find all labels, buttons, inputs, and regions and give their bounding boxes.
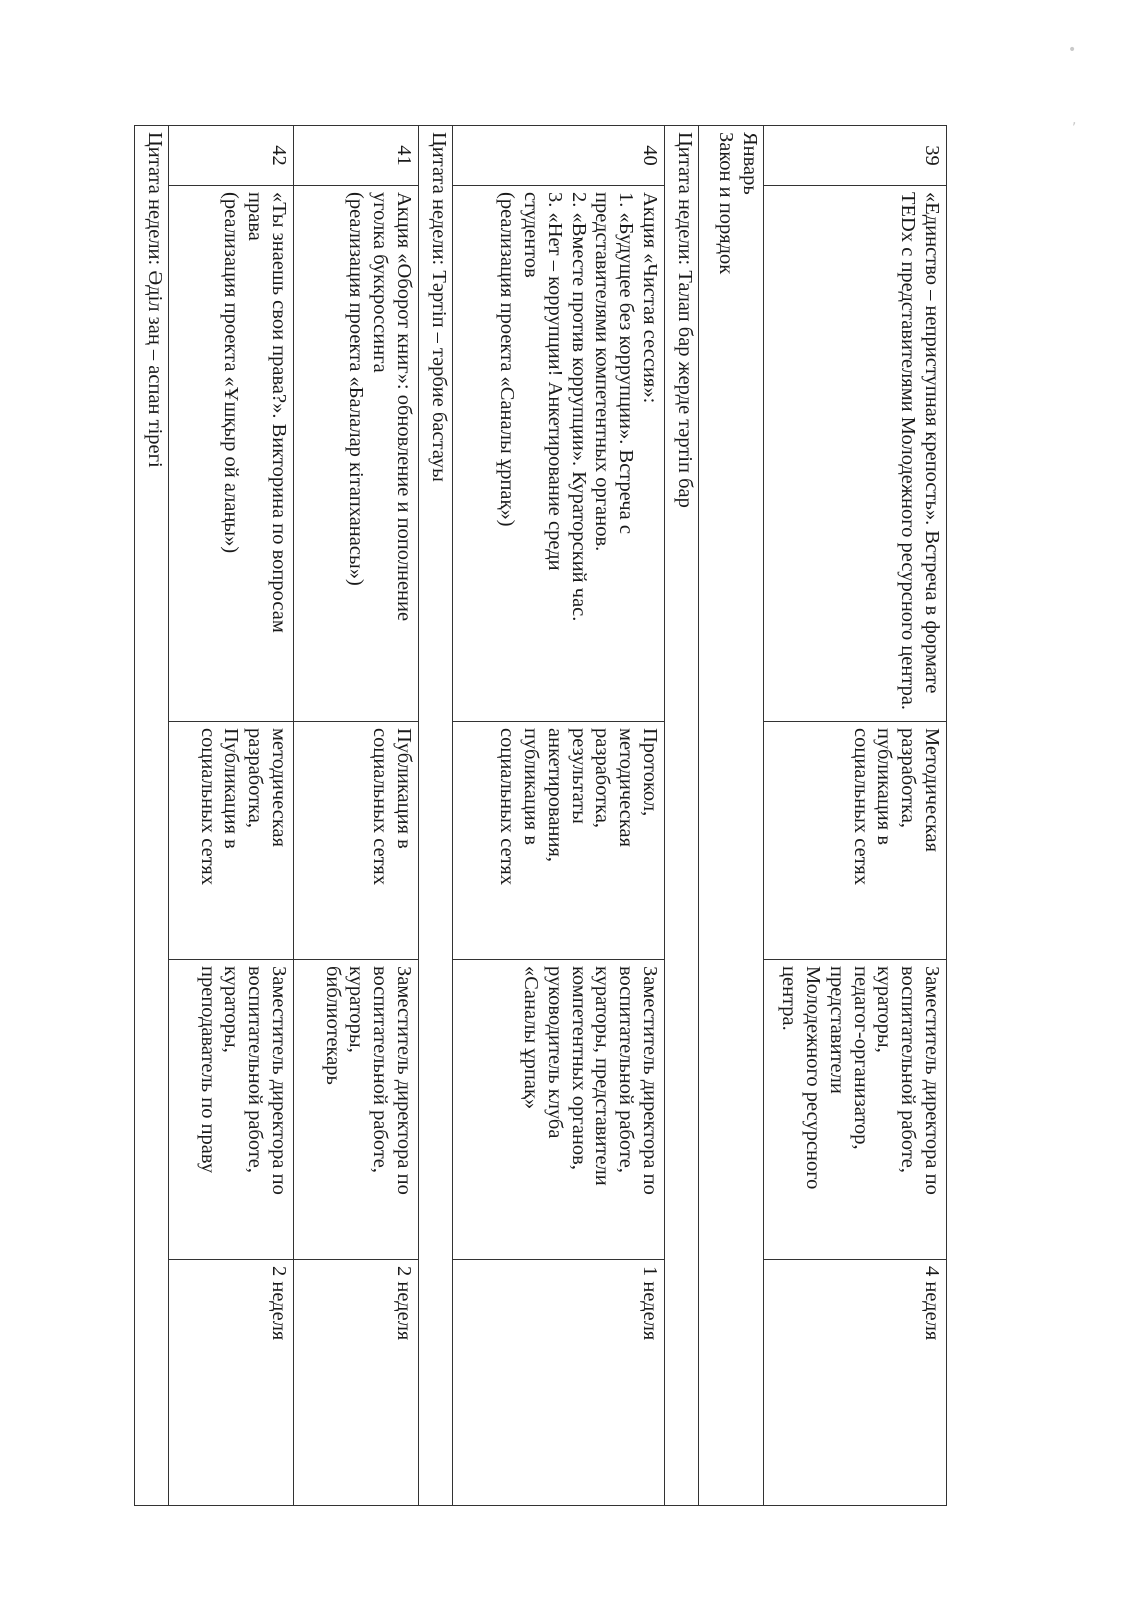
row-number: 42: [169, 126, 294, 186]
form-line: социальных сетях: [369, 728, 392, 886]
responsible-cell: [453, 960, 665, 1260]
event-line: представителями компетентных органов.: [591, 192, 614, 552]
quote-row: [419, 126, 453, 1506]
quote-row: [135, 126, 169, 1506]
theme-label: Закон и порядок: [715, 132, 738, 275]
responsible-line: Заместитель директора по: [393, 966, 415, 1195]
responsible-line: библиотекарь: [321, 966, 344, 1085]
responsible-line: воспитательной работе,: [244, 966, 267, 1174]
event-line: студентов: [520, 192, 543, 278]
table-row-40: [453, 126, 665, 1506]
events-table: [134, 125, 947, 1506]
responsible-line: представители: [825, 966, 848, 1094]
event-cell: [294, 186, 419, 722]
quote-of-week: Цитата недели: Әділ заң – аспан тірегі: [135, 126, 169, 1506]
responsible-cell: [294, 960, 419, 1260]
responsible-line: педагог-организатор,: [849, 966, 872, 1150]
row-number: 40: [453, 126, 665, 186]
event-line: (реализация проекта «Саналы ұрпақ»): [496, 192, 519, 527]
form-line: методическая: [268, 728, 290, 848]
responsible-line: кураторы, представители: [591, 966, 614, 1186]
form-line: разработка,: [591, 728, 614, 829]
form-cell: [453, 722, 665, 960]
event-line: права: [244, 192, 267, 241]
event-line: 3. «Нет – коррупции! Анкетирование среди: [543, 192, 566, 571]
responsible-cell: [764, 960, 947, 1260]
responsible-line: центра.: [778, 966, 801, 1031]
form-cell: [169, 722, 294, 960]
responsible-line: руководитель клуба: [543, 966, 566, 1139]
form-line: публикация в: [520, 728, 543, 845]
scan-speck: ,: [1072, 112, 1077, 128]
quote-row: [665, 126, 699, 1506]
event-line: (реализация проекта «Балалар кітапханасы»): [345, 192, 368, 586]
section-header: [699, 126, 764, 1506]
scan-speck: •: [1068, 42, 1077, 58]
event-cell: [764, 186, 947, 722]
table-row-39: [764, 126, 947, 1506]
responsible-line: кураторы,: [220, 966, 243, 1053]
form-line: Публикация в: [220, 728, 243, 849]
event-line: Акция «Оборот книг»: обновление и пополнение: [393, 192, 415, 622]
quote-of-week: Цитата недели: Тәртіп – тәрбие бастауы: [419, 126, 453, 1506]
form-line: Публикация в: [393, 728, 415, 849]
event-line: 2. «Вместе против коррупции». Кураторский час.: [567, 192, 590, 622]
responsible-line: компетентных органов,: [567, 966, 590, 1170]
form-line: анкетирования,: [543, 728, 566, 863]
form-line: социальных сетях: [496, 728, 519, 886]
date-cell: 1 неделя: [453, 1260, 665, 1506]
event-cell: [453, 186, 665, 722]
table-row-41: [294, 126, 419, 1506]
row-number: 39: [764, 126, 947, 186]
form-cell: [764, 722, 947, 960]
form-line: разработка,: [897, 728, 920, 829]
form-line: результаты: [567, 728, 590, 824]
event-line: Акция «Чистая сессия»:: [639, 192, 661, 404]
event-line: 1. «Будущее без коррупции». Встреча с: [615, 192, 638, 534]
month-label: Январь: [739, 132, 761, 195]
form-line: социальных сетях: [196, 728, 219, 886]
responsible-line: воспитательной работе,: [897, 966, 920, 1174]
form-line: публикация в: [873, 728, 896, 845]
responsible-line: Молодежного ресурсного: [802, 966, 825, 1190]
responsible-line: Заместитель директора по: [921, 966, 943, 1195]
event-line: (реализация проекта «Ұшқыр ой алаңы»): [220, 192, 243, 554]
date-cell: 2 неделя: [294, 1260, 419, 1506]
event-text: «Единство – неприступная крепость». Встреча в формате TEDx с представителями Молодежного ресурсного центра.: [897, 192, 943, 711]
responsible-line: Заместитель директора по: [639, 966, 661, 1195]
row-number: 41: [294, 126, 419, 186]
table-row-42: [169, 126, 294, 1506]
responsible-line: кураторы,: [873, 966, 896, 1053]
responsible-line: преподаватель по праву: [196, 966, 219, 1174]
form-line: социальных сетях: [849, 728, 872, 886]
responsible-line: Заместитель директора по: [268, 966, 290, 1195]
event-cell: [169, 186, 294, 722]
quote-of-week: Цитата недели: Талап бар жерде тәртіп бар: [665, 126, 699, 1506]
form-line: Протокол,: [639, 728, 661, 817]
event-line: уголка буккроссинга: [369, 192, 392, 373]
form-line: методическая: [615, 728, 638, 848]
section-header-row: [699, 126, 764, 1506]
date-cell: 2 неделя: [169, 1260, 294, 1506]
responsible-line: «Саналы ұрпақ»: [520, 966, 543, 1110]
responsible-line: воспитательной работе,: [369, 966, 392, 1174]
form-line: Методическая: [921, 728, 943, 853]
responsible-line: кураторы,: [345, 966, 368, 1053]
responsible-line: воспитательной работе,: [615, 966, 638, 1174]
date-cell: 4 неделя: [764, 1260, 947, 1506]
event-line: «Ты знаешь свои права?». Викторина по вопросам: [268, 192, 290, 633]
rotated-page: [77, 125, 947, 1505]
responsible-cell: [169, 960, 294, 1260]
form-cell: [294, 722, 419, 960]
form-line: разработка,: [244, 728, 267, 829]
